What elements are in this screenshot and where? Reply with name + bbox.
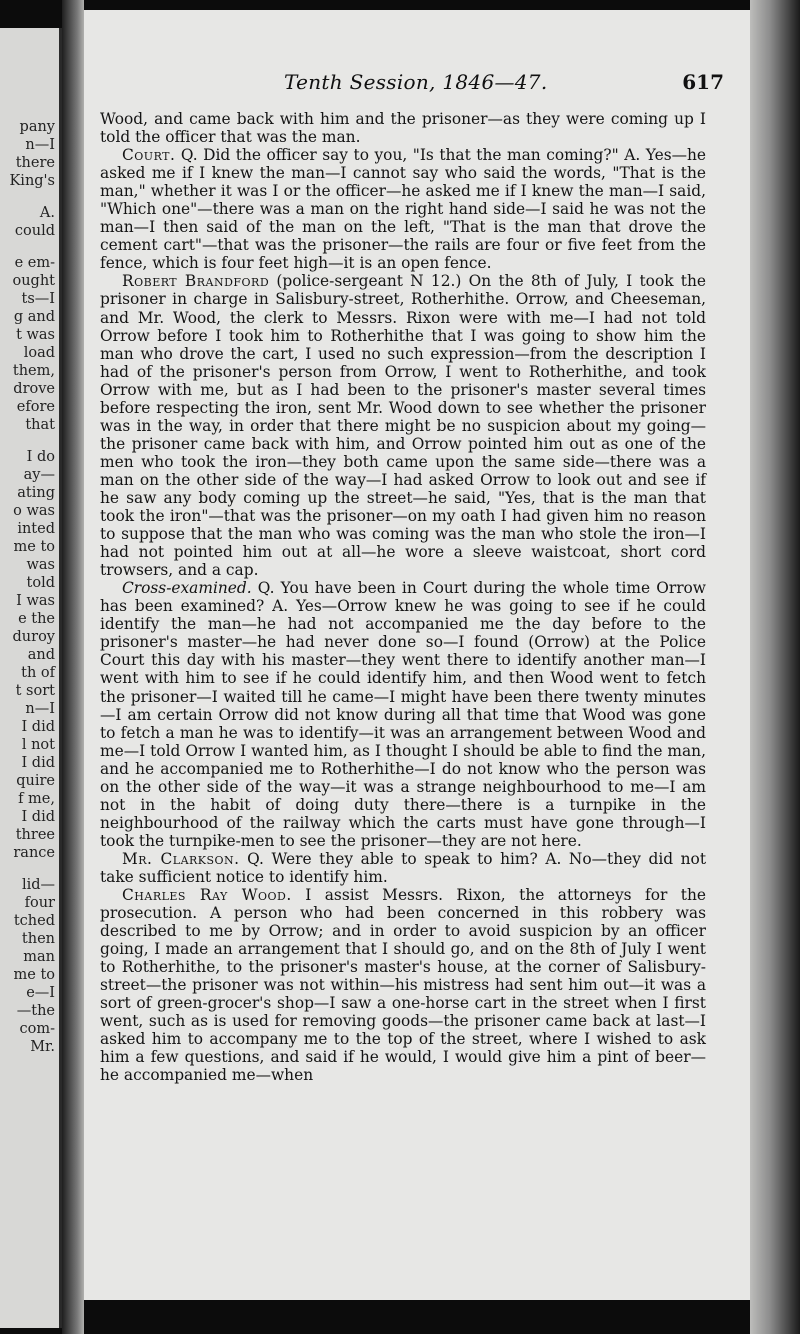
facing-page-line: ts—I [21, 291, 55, 307]
facing-page-line: —the [16, 1003, 55, 1019]
paragraph [100, 272, 706, 579]
facing-page-line: I do [26, 449, 55, 465]
page-header [84, 70, 750, 98]
paragraph-text: Q. Did the officer say to you, "Is that the man coming?" A. Yes—he asked me if I knew the man—I cannot say who said the words, "That is the man," whether it was I or the officer—he asked me if I knew the man—I said, "Which one"—there was a man on the right hand side—I said he was not the man—I then said of the man on the left, "That is the man that drove the cement cart"—that was the prisoner—the rails are four or five feet from the fence, which is four feet high—it is an open fence. [100, 146, 706, 273]
facing-page-line: com- [19, 1021, 55, 1037]
facing-page-line: t sort [15, 683, 55, 699]
facing-page-line: rance [13, 845, 55, 861]
facing-page-line: then [21, 931, 55, 947]
facing-page-line: man [23, 949, 55, 965]
facing-page-line: drove [13, 381, 55, 397]
section-label: Cross-examined. [122, 579, 252, 598]
facing-page-line: them, [12, 363, 55, 379]
witness-name: Robert Brandford [122, 272, 270, 291]
facing-page-line: l not [21, 737, 55, 753]
facing-page-line: I was [16, 593, 55, 609]
paragraph-text: Wood, and came back with him and the prisoner—as they were coming up I told the officer that was the man. [100, 110, 706, 147]
facing-page-line: was [26, 557, 55, 573]
paragraph [100, 850, 706, 886]
facing-page-line: efore [16, 399, 55, 415]
facing-page-line: Mr. [30, 1039, 55, 1055]
facing-page-line: t was [16, 327, 55, 343]
speaker-name: Court. [122, 146, 176, 165]
paragraph [100, 579, 706, 850]
facing-page-line: e—I [26, 985, 55, 1001]
facing-page-line: told [26, 575, 55, 591]
facing-page-line: and [27, 647, 55, 663]
facing-page-line: pany [19, 119, 55, 135]
facing-page-line: n—I [25, 137, 55, 153]
facing-page-line: me to [13, 539, 55, 555]
page-number: 617 [682, 70, 724, 94]
facing-page-line: o was [13, 503, 55, 519]
paragraph-text: (police-sergeant N 12.) On the 8th of July, I took the prisoner in charge in Salisbury-street, Rotherhithe. Orrow, and Cheeseman, and Mr. Wood, the clerk to Messrs. Rixon were with me—I had not told Orrow before I took him to Rotherhithe that I was going to show him the man who drove the cart, I used no such expression—from the description I had of the prisoner's person from Orrow, I went to Rotherhithe, and took Orrow with me, but as I had been to the prisoner's master several times before respecting the iron, sent Mr. Wood down to see whether the prisoner was in the way, in order that there might be no suspicion about my going—the prisoner came back with him, and Orrow pointed him out as one of the men who took the iron—they both came upon the same side—there was a man on the other side of the way—I had asked Orrow to look out and see if he saw any body coming up the street—he said, "Yes, that is the man that took the iron"—that was the prisoner—on my oath I had given him no reason to suppose that the man who was coming was the man who stole the iron—I had not pointed him out at all—he wore a sleeve waistcoat, short cord trowsers, and a cap. [100, 272, 706, 580]
facing-page-line: three [15, 827, 55, 843]
facing-page-line: ay— [23, 467, 55, 483]
facing-page-line: that [25, 417, 55, 433]
paragraph-text: Q. Were they able to speak to him? A. No—they did not take sufficient notice to identify him. [100, 849, 707, 886]
body-text [100, 110, 706, 1085]
facing-page-line: four [24, 895, 55, 911]
book-page [84, 10, 750, 1300]
paragraph-text: I assist Messrs. Rixon, the attorneys for the prosecution. A person who had been concerned in this robbery was described to me by Orrow; and in order to avoid suspicion by an officer going, I made an arrangement that I should go, and on the 8th of July I went to Rotherhithe, to the prisoner's master's house, at the corner of Salisbury-street—the prisoner was not within—his mistress had sent him out—it was a sort of green-grocer's shop—I saw a one-horse cart in the street when I first went, such as is used for removing goods—the prisoner came back at last—I asked him to accompany me to the top of the street, where I wished to ask him a few questions, and said if he would, I would give him a pint of beer—he accompanied me—when [100, 886, 706, 1085]
facing-page-line: g and [13, 309, 55, 325]
paragraph [100, 110, 706, 146]
facing-page [0, 28, 62, 1328]
page-edge-shadow [750, 0, 800, 1334]
facing-page-line: me to [13, 967, 55, 983]
facing-page-line: tched [13, 913, 55, 929]
facing-page-line: e em- [14, 255, 55, 271]
facing-page-line: I did [21, 809, 55, 825]
paragraph [100, 146, 706, 272]
facing-page-line: n—I [25, 701, 55, 717]
facing-page-line: th of [21, 665, 55, 681]
facing-page-line: e the [18, 611, 55, 627]
speaker-name: Mr. Clarkson. [122, 849, 240, 868]
facing-page-line: ating [17, 485, 55, 501]
running-head: Tenth Session, 1846—47. [284, 70, 548, 94]
facing-page-line: I did [21, 719, 55, 735]
facing-page-line: duroy [12, 629, 55, 645]
facing-page-line: could [14, 223, 55, 239]
facing-page-line: f me, [18, 791, 55, 807]
facing-page-text [0, 28, 59, 1328]
book-gutter [62, 0, 84, 1334]
paragraph-text: Q. You have been in Court during the whole time Orrow has been examined? A. Yes—Orrow knew he was going to see if he could identify the man—he had not accompanied me the day before to the prisoner's master—he had never done so—I found (Orrow) at the Police Court this day with his master—they went there to identify another man—I went with him to see if he could identify him, and then Wood went to fetch the prisoner—I waited till he came—I might have been there twenty minutes—I am certain Orrow did not know during all that time that Wood was gone to fetch a man he was to identify—it was an arrangement between Wood and me—I told Orrow I wanted him, as I thought I should be able to find the man, and he accompanied me to Rotherhithe—I do not know who the person was on the other side of the way—it was a strange neighbourhood to me—I am not in the habit of doing duty there—there is a turnpike in the neighbourhood of the railway which the carts must have gone through—I took the turnpike-men to see the prisoner—they are not here. [100, 579, 706, 850]
facing-page-line: load [23, 345, 55, 361]
paragraph [100, 886, 706, 1085]
facing-page-line: A. [39, 205, 55, 221]
facing-page-line: there [15, 155, 55, 171]
facing-page-line: quire [16, 773, 55, 789]
facing-page-line: ought [12, 273, 55, 289]
facing-page-line: lid— [21, 877, 55, 893]
facing-page-line: I did [21, 755, 55, 771]
facing-page-line: King's [9, 173, 55, 189]
facing-page-line: inted [17, 521, 55, 537]
witness-name: Charles Ray Wood. [122, 886, 292, 905]
